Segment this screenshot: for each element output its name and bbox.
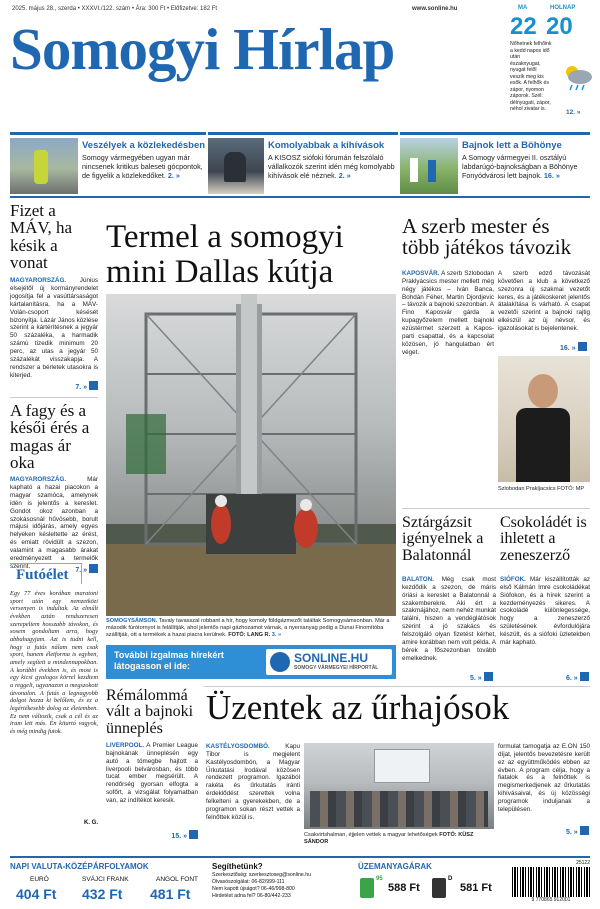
fx-gbp-value: 481 Ft <box>150 886 191 902</box>
banner-text: További izgalmas hírekért látogasson el ide: <box>114 650 224 671</box>
lead-photo <box>106 294 396 616</box>
weather-tomorrow-temp: 20 <box>546 13 573 40</box>
left-story-1-body: MAGYARORSZÁG. Június elsejétől új kormányrendelet jogosítja fel a vasúttársaságot kártalanításra, ha a MÁV-Volán-csoport késését bizonyítja. Lázár János közlése szerint a kártérítésnek a jegyár 50 százaléka, a harmadik számú tizedik minimum 20 perc, az utas a jegyár 50 százalékát visszakapja. A rendszer a bérletek utasokra is kiterjed. <box>10 277 98 379</box>
site-url[interactable]: www.sonline.hu <box>412 6 458 12</box>
left-story-3-body: LIVERPOOL. A Premier League bajnokának ünneplésén egy autó a tömegbe hajtott a liverpooli belvárosban, és több tucat ember megsérült. A rendőrség gyorsan elfogta a sofőrt, a vizsgálat folyamatban van, az indítékot keresik. <box>106 741 199 804</box>
weather-today-temp: 22 <box>510 13 537 40</box>
sonline-banner[interactable] <box>106 645 396 679</box>
fuel-pump-95-icon <box>360 878 374 898</box>
right-story-2-headline[interactable]: Sztárgázsit igényelnek a Balatonnál <box>402 514 484 564</box>
masthead-title: Somogyi Hírlap <box>10 16 395 82</box>
teaser-2-heading: Komolyabbak a kihívások <box>268 140 385 151</box>
help-box <box>212 862 352 900</box>
help-title: Segíthetünk? <box>212 862 263 871</box>
left-story-3[interactable] <box>106 688 198 838</box>
bottom-body-b: formulat tamogatja az E.ON 150 díjat, jelentős bevezetésre került ez az együttműködés ebben az évben. A program célja, hogy a fiatalok és a felnőttek is megismerkedjenek az űrkutatás kihívásaival, és új közösségi programok induljanak a településen. <box>498 743 590 813</box>
fx-eur-value: 404 Ft <box>16 886 57 902</box>
barcode-text: 9 770865 912001 <box>531 897 571 903</box>
left-story-1-headline: Fizet a MÁV, ha késik a vonat <box>10 201 73 272</box>
weather-tomorrow-label: HOLNAP <box>550 5 576 11</box>
fuel-d-label: D <box>448 876 453 882</box>
left-story-2-ref: 7. » <box>10 564 98 574</box>
barcode <box>512 860 590 906</box>
bottom-ref[interactable]: 5. » <box>566 826 589 836</box>
lead-caption: SOMOGYSÁMSON. Tavaly tavasszal robbant a hír, hogy komoly földgázmezőt találtak Somogysámsonban. Már a második fúrótornyot is felállítják, ahol jelentős napi gázhozamot várnak, a nyersanyag pedig a Dunai Finomítóba szállítják, ott a termékek a hazai piacra kerülnek. FOTÓ: LANG R. 3. » <box>106 618 390 638</box>
column-futoelet <box>10 563 98 843</box>
teaser-2-photo <box>208 138 264 194</box>
sonline-logo-icon <box>270 652 290 672</box>
teaser-2-text: A KISOSZ siófoki fórumán felszólaló vállalkozók szerint idén még komolyabb kihívások elé néznek. 2. » <box>268 153 395 180</box>
teaser-3-text: A Somogy vármegyei II. osztályú labdarúgó-bajnokságban a Böhönye Fonyódvárosi lett bajnok. 16. » <box>462 153 578 180</box>
fuel-95-label: 95 <box>376 876 383 882</box>
help-line[interactable]: Hirdetést adna fel? 06-80/442-233 <box>212 893 291 900</box>
column-text: Egy 77 éves korában maratoni sport után egy nemzetközi versenyen is indultak. Az elmúlt években aztán rendszeresen szerepeltem hosszabb távokon, és sosem gondoltam arra, hogy abbahagyjam. Azt is tudni kell, hogy a futás nálam nem csak sport, hanem életforma is egyben, amely segített a mindennapokban. A korábbi években is, és most is egy kicsi gyalogos körrel kezdtem a reggelt, ugyanazon a megszokott útvonalon. A futás a legnagyobb dolgot hozza ki belőlem, és ez a legértékesebb dolog az életemben. Ez nem változik, csak a cél és az iram lett más. Én kitartó vagyok, és még mindig futok. <box>10 590 98 736</box>
right-story-3-headline[interactable]: Csokoládét is ihletett a zeneszerző <box>500 514 587 564</box>
fuel-box <box>358 862 508 906</box>
teaser-3[interactable] <box>400 132 590 192</box>
left-story-2[interactable] <box>10 402 98 574</box>
right-story-1-body-a: KAPOSVÁR. A szerb Szlobodan Praklyácsics mester mellett még négy játékos – Iván Banca, Bohdán Féher, Martin Djordjevic – távozik a bajnoki szezonban. A Fino Kaposvár gárda a kupagyőzelem mellett bajnoki ezüstérmet szerzett a Kapos-parti csapattal, és a kapcsolat közösen, jó hangulatban ért véget. <box>402 270 494 356</box>
footer-rule <box>10 856 590 858</box>
help-line[interactable]: Olvasószolgálat: 06-82/999-111 <box>212 879 285 886</box>
fx-title: NAPI VALUTA-KÖZÉPÁRFOLYAMOK <box>10 862 149 871</box>
bottom-caption: Csakvirtshalman, éjjelen vettek a magyar lehetőségek FOTÓ: KÜSZ SÁNDOR <box>304 832 474 845</box>
lead-headline[interactable]: Termel a somogyi mini Dallas kútja <box>106 219 344 290</box>
weather-text: Nőhetnek felhőink a kedd napos idő után északnyugat, nyugat felől veszik meg kis esők. A felhők és zápor, nyomon záporok. Szél: délnyugati, zápor, néhol zivatar is. <box>510 41 552 112</box>
banner-logo <box>266 649 392 675</box>
teaser-3-heading: Bajnok lett a Böhönye <box>462 140 562 151</box>
right-story-2-body: BALATON. Még csak most kezdődik a szezon, de máris óriási a kereslet a Balatonnál a szakemberekre. Aki ért a szakmájához, nem nehéz munkát találni, hiszen a vendéglátósok szerint a jó szakács és felszolgáló olyan fizetést kérhet, amire korábban nem volt példa. A bérek a főszezonban tovább emelkednek. <box>402 576 496 662</box>
fuel-d-value: 581 Ft <box>460 882 492 894</box>
left-story-2-body: MAGYARORSZÁG. Már kapható a hazai piacokon a magyar szamóca, amelynek idén is jelentős a kereslet. Gondot okoz azonban a szokásosnál hűvösebb, borult májusi időjárás, amely egyes helyeken késleltette az érést, és emiatt rövidült a szezon, valamint a magasabb árakat eredményezett a termelők szerint. <box>10 476 98 570</box>
banner-brand: SONLINE.HU <box>294 651 369 665</box>
teaser-2[interactable] <box>208 132 398 192</box>
help-lines <box>212 872 352 900</box>
weather-box <box>510 5 594 131</box>
bottom-body-a: KASTÉLYOSDOMBÓ. Kapu Tibor is megjelent Kastélyosdombón, a Magyar Űrkutatási Irodával közösen rendezett programon. Igazából rakéta és űrkutatás iránti érdeklődést szerettek volna felkelteni a gyerekekben, de a programon sokan részt vettek a felnőttek közül is. <box>206 743 300 821</box>
left-story-1[interactable] <box>10 202 98 391</box>
barcode-issue: 25122 <box>576 860 590 866</box>
fx-gbp-label: ANGOL FONT <box>156 876 199 883</box>
banner-sub: SOMOGY VÁRMEGYEI HÍRPORTÁL <box>294 665 379 671</box>
bottom-photo <box>304 743 494 829</box>
divider <box>204 686 590 687</box>
fuel-pump-diesel-icon <box>432 878 446 898</box>
fx-chf-value: 432 Ft <box>82 886 123 902</box>
teaser-3-photo <box>400 138 458 194</box>
divider <box>402 508 590 509</box>
right-story-2-ref[interactable]: 5. » <box>470 672 493 682</box>
weather-ref[interactable]: 12. » <box>566 109 581 116</box>
right-story-1-body-b: A szerb edző távozását követően a klub a következő szezonra új szakmai vezetőt keres, és a játékoskeret jelentős átalakítása is várható. A csapat vezetői szerint a bajnoki rajtig elkészül az új névsor, és igazolásokat is bejelentenek. <box>498 270 590 333</box>
bottom-headline[interactable]: Üzentek az űrhajósok <box>206 688 510 727</box>
left-story-3-ref: 15. » <box>106 830 198 840</box>
coach-photo <box>498 356 590 482</box>
help-line[interactable]: Nem kapott újságot? 06-46/998-800 <box>212 886 295 893</box>
right-story-3-ref[interactable]: 6. » <box>566 672 589 682</box>
drilling-rig-illustration <box>106 294 396 616</box>
fuel-title: ÜZEMANYAGÁRAK <box>358 862 432 871</box>
teaser-1-heading: Veszélyek a közlekedésben <box>82 140 206 151</box>
help-line[interactable]: Szerkesztőség: szerkesztoseg@sonline.hu <box>212 872 311 878</box>
teaser-1[interactable] <box>10 132 206 192</box>
section-rule <box>10 196 590 198</box>
rain-cloud-icon <box>560 63 594 91</box>
weather-today-label: MA <box>518 5 528 11</box>
barcode-bars <box>512 867 590 897</box>
fx-eur-label: EURÓ <box>30 876 49 883</box>
divider <box>10 397 98 398</box>
teaser-1-photo <box>10 138 78 194</box>
dateline: 2025. május 28., szerda • XXXVI./122. szám • Ára: 300 Ft • Előfizetve: 182 Ft <box>12 6 218 12</box>
coach-caption: Szlobodan Prakljacsics FOTÓ: MP <box>498 486 585 492</box>
column-author: K. G. <box>83 820 98 826</box>
fx-chf-label: SVÁJCI FRANK <box>82 876 129 883</box>
right-story-1-ref[interactable]: 16. » <box>560 342 587 352</box>
left-story-1-ref: 7. » <box>10 381 98 391</box>
lead-ref[interactable]: 3. » <box>271 631 282 638</box>
left-story-2-headline: A fagy és a késői érés a magas ár oka <box>10 401 90 472</box>
right-story-3-body: SIÓFOK. Már kiszállították az első Kálmán Imre csokoládékat Siófokon, és a hírek szerint a kezdeményezés sikeres. A csokoládé különlegessége, hogy a zeneszerző születésének évfordulójára készült, és a siófoki üzletekben már kapható. <box>500 576 590 646</box>
fx-box <box>10 862 206 906</box>
fuel-95-value: 588 Ft <box>388 882 420 894</box>
teaser-1-text: Somogy vármegyében ugyan már nincsenek kritikus baleseti gócpontok, de figyelik a közlekedőket. 2. » <box>82 153 203 180</box>
column-title: Futóélet <box>10 563 82 584</box>
right-story-1-headline[interactable]: A szerb mester és több játékos távozik <box>402 214 572 260</box>
left-story-3-headline: Rémálommá vált a bajnoki ünneplés <box>106 687 194 737</box>
